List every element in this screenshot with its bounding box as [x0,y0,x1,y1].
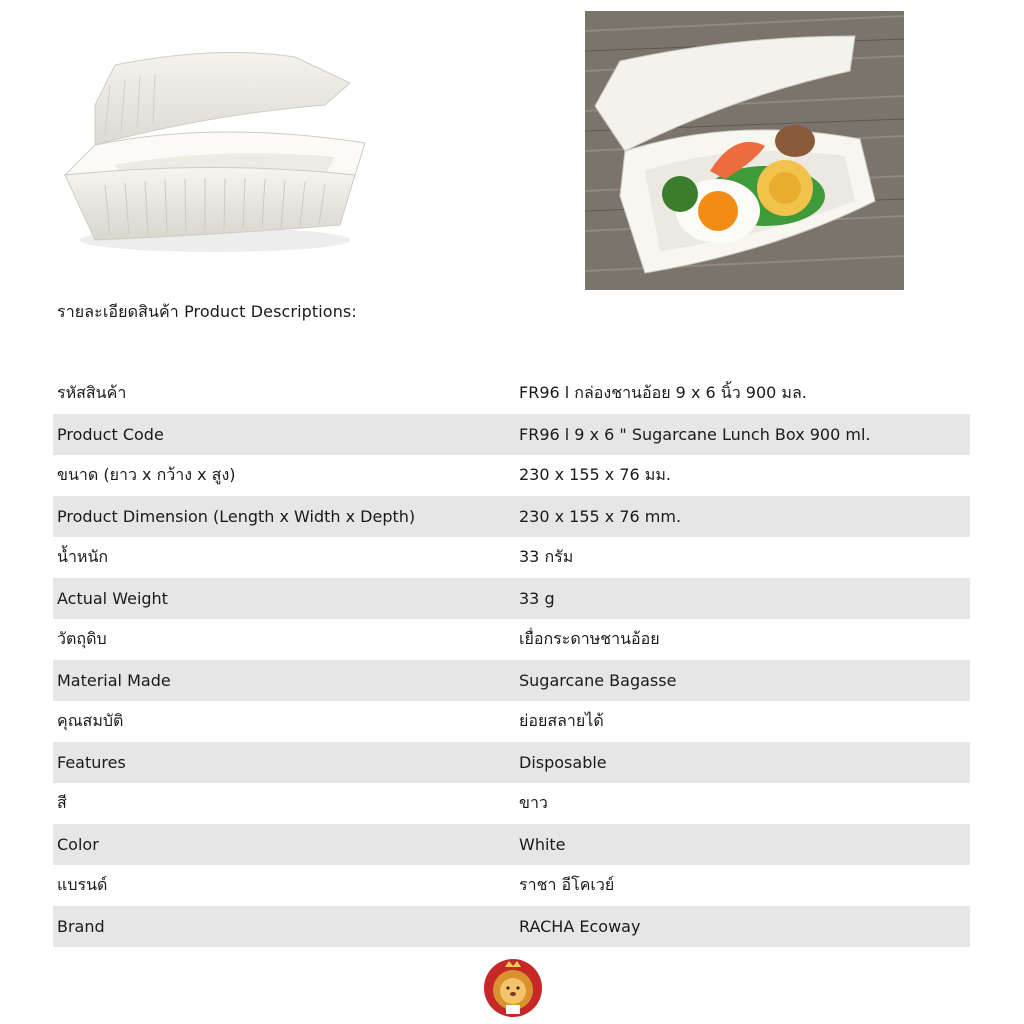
table-row [53,578,970,619]
table-row [53,373,970,414]
spec-label: Actual Weight [53,578,515,619]
table-row [53,783,970,824]
table-row [53,455,970,496]
table-row [53,742,970,783]
spec-label: สี [57,793,67,812]
table-row [53,619,970,660]
spec-value: 33 กรัม [519,547,574,566]
box-product-photo [55,35,375,265]
spec-value: White [515,824,970,865]
spec-value: 230 x 155 x 76 mm. [515,496,970,537]
spec-label: คุณสมบัติ [57,711,124,730]
box-with-food-photo [585,11,904,290]
table-row [53,414,970,455]
spec-label: Features [53,742,515,783]
spec-label: Product Dimension (Length x Width x Depth) [53,496,515,537]
spec-value: เยื่อกระดาษชานอ้อย [519,629,660,648]
table-row [53,824,970,865]
table-row [53,865,970,906]
spec-label: Product Code [53,414,515,455]
table-row [53,660,970,701]
product-descriptions-heading: รายละเอียดสินค้า Product Descriptions: [57,302,357,321]
spec-label: Color [53,824,515,865]
table-row [53,537,970,578]
spec-value: FR96 l 9 x 6 " Sugarcane Lunch Box 900 ml. [515,414,970,455]
table-row [53,496,970,537]
spec-label: วัตถุดิบ [57,629,107,648]
spec-value: Disposable [515,742,970,783]
table-row [53,906,970,947]
spec-value: 230 x 155 x 76 มม. [519,465,671,484]
spec-label: Brand [53,906,515,947]
spec-table [53,373,970,947]
spec-label: น้ำหนัก [57,547,109,566]
spec-value: RACHA Ecoway [515,906,970,947]
spec-label: Material Made [53,660,515,701]
spec-value: FR96 l กล่องชานอ้อย 9 x 6 นิ้ว 900 มล. [519,383,807,402]
spec-label: แบรนด์ [57,875,108,894]
spec-value: 33 g [515,578,970,619]
spec-value: ขาว [519,793,548,812]
table-row [53,701,970,742]
spec-value: ย่อยสลายได้ [519,711,604,730]
spec-label: ขนาด (ยาว x กว้าง x สูง) [57,465,236,484]
spec-value: Sugarcane Bagasse [515,660,970,701]
lion-logo-icon [480,958,546,1018]
spec-value: ราชา อีโคเวย์ [519,875,615,894]
spec-label: รหัสสินค้า [57,383,127,402]
